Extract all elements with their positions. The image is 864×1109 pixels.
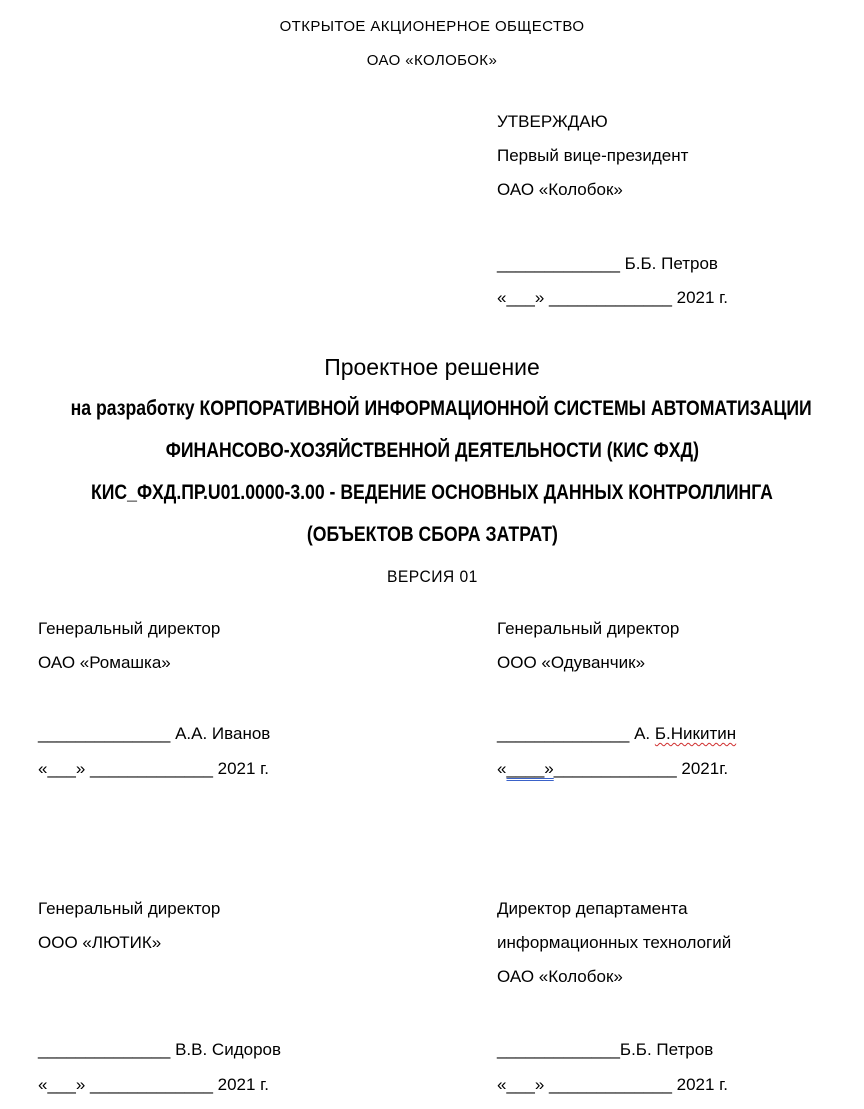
- signer-company: ОАО «Ромашка»: [38, 653, 171, 672]
- signer-company: ОАО «Колобок»: [497, 967, 623, 986]
- doc-subtitle-1: на разработку КОРПОРАТИВНОЙ ИНФОРМАЦИОННОЙ СИСТЕМЫ АВТОМАТИЗАЦИИ: [70, 397, 812, 420]
- approval-signature: [497, 247, 827, 315]
- doc-subtitle-2: ФИНАНСОВО-ХОЗЯЙСТВЕННОЙ ДЕЯТЕЛЬНОСТИ (КИС ФХД): [165, 439, 699, 462]
- title-block: [0, 346, 864, 598]
- signature-block-oduvanchik: [497, 612, 864, 778]
- date-line: «___» _____________ 2021 г.: [38, 759, 270, 778]
- signer-title: Директор департамента: [497, 899, 688, 918]
- signer-company: ООО «ЛЮТИК»: [38, 933, 162, 952]
- signer-company: ООО «Одуванчик»: [497, 653, 646, 672]
- header-org-type: ОТКРЫТОЕ АКЦИОНЕРНОЕ ОБЩЕСТВО: [279, 18, 585, 35]
- signature-block-romashka: [38, 612, 478, 778]
- doc-title: Проектное решение: [324, 354, 540, 380]
- signer-title-2: информационных технологий: [497, 933, 732, 952]
- grammar-flagged-segment: ____»: [506, 759, 554, 778]
- signer-title: Генеральный директор: [38, 899, 221, 918]
- approval-block: [497, 105, 827, 315]
- signature-lines: [38, 716, 478, 786]
- signature-block-it-director: [497, 892, 864, 1094]
- signature-row-2: [38, 892, 844, 1092]
- signature-line: ______________ А.А. Иванов: [38, 724, 271, 743]
- signature-lines: [497, 1032, 864, 1102]
- signer-title: Генеральный директор: [38, 619, 221, 638]
- header-org-name: ОАО «КОЛОБОК»: [366, 52, 498, 69]
- date-line: «____»_____________ 2021г.: [497, 759, 729, 778]
- approval-company: ОАО «Колобок»: [497, 180, 623, 199]
- signature-lines: [38, 1032, 478, 1102]
- date-line: «___» _____________ 2021 г.: [38, 1075, 270, 1094]
- doc-version: ВЕРСИЯ 01: [386, 567, 478, 586]
- signature-line: ______________ А. Б.Никитин: [497, 724, 737, 743]
- approval-signature-line: _____________ Б.Б. Петров: [497, 254, 718, 273]
- signer-title: Генеральный директор: [497, 619, 680, 638]
- signature-row-1: [38, 612, 844, 787]
- approval-label: УТВЕРЖДАЮ: [497, 112, 608, 131]
- date-line: «___» _____________ 2021 г.: [497, 1075, 729, 1094]
- spellcheck-flagged-name: Б.Никитин: [654, 724, 737, 743]
- doc-code-line: КИС_ФХД.ПР.U01.0000-3.00 - ВЕДЕНИЕ ОСНОВНЫХ ДАННЫХ КОНТРОЛЛИНГА: [91, 481, 773, 504]
- signature-line: _____________Б.Б. Петров: [497, 1040, 714, 1059]
- doc-subtitle-3: (ОБЪЕКТОВ СБОРА ЗАТРАТ): [306, 523, 558, 546]
- signature-block-lyutik: [38, 892, 478, 1094]
- document-header: [0, 10, 864, 78]
- approval-date-line: «___» _____________ 2021 г.: [497, 288, 729, 307]
- approval-role: Первый вице-президент: [497, 146, 689, 165]
- signature-lines: [497, 716, 864, 786]
- signature-line: ______________ В.В. Сидоров: [38, 1040, 282, 1059]
